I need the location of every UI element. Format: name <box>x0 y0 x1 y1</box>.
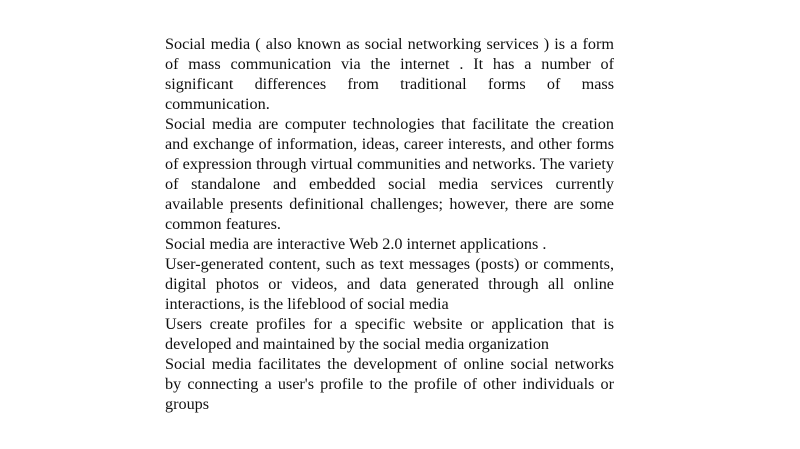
paragraph-social-networks: Social media facilitates the development of online social networks by connecting a user's profile to the profile of other individuals or groups <box>165 355 614 413</box>
paragraph-definition: Social media ( also known as social networking services ) is a form of mass communication via the internet . It has a number of significant differences from traditional forms of mass communication. <box>165 35 614 113</box>
paragraph-user-profiles: Users create profiles for a specific website or application that is developed and maintained by the social media organization <box>165 315 614 353</box>
paragraph-web2: Social media are interactive Web 2.0 internet applications . <box>165 235 547 253</box>
paragraph-technologies: Social media are computer technologies that facilitate the creation and exchange of information, ideas, career interests, and other forms of expression through virtual communities and networks. The variety of standalone and embedded social media services currently available presents definitional challenges; however, there are some common features. <box>165 115 614 233</box>
body-text-block <box>165 34 614 414</box>
paragraph-user-generated-content: User-generated content, such as text messages (posts) or comments, digital photos or videos, and data generated through all online interactions, is the lifeblood of social media <box>165 255 614 313</box>
